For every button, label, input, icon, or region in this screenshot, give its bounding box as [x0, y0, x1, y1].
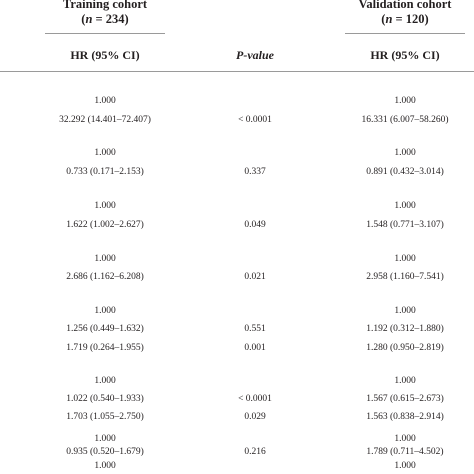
- table-cell-training: 1.000: [94, 434, 116, 444]
- table-cell-validation: 1.789 (0.711–4.502): [366, 447, 444, 457]
- table-cell-validation: 1.000: [394, 306, 416, 316]
- table-cell-training: 1.000: [94, 306, 116, 316]
- table-cell-validation: 1.280 (0.950–2.819): [366, 343, 444, 353]
- training-n-rest: = 234): [92, 12, 129, 26]
- table-cell-training: 2.686 (1.162–6.208): [66, 272, 144, 282]
- table-cell-validation: 1.000: [394, 148, 416, 158]
- training-cohort-title: Training cohort: [62, 0, 148, 11]
- table-cell-training: 1.000: [94, 376, 116, 386]
- table-cell-p-value: < 0.0001: [238, 394, 272, 404]
- table-cell-validation: 1.567 (0.615–2.673): [366, 394, 444, 404]
- table-cell-p-value: 0.337: [244, 167, 266, 177]
- validation-cohort-title: Validation cohort: [358, 0, 452, 11]
- header-bottom-rule: [0, 71, 474, 72]
- table-cell-validation: 1.000: [394, 201, 416, 211]
- table-cell-validation: 2.958 (1.160–7.541): [366, 272, 444, 282]
- table-cell-validation: 1.000: [394, 254, 416, 264]
- table-cell-training: 1.622 (1.002–2.627): [66, 220, 144, 230]
- table-cell-training: 1.719 (0.264–1.955): [66, 343, 144, 353]
- table-cell-training: 1.000: [94, 254, 116, 264]
- table-cell-training: 1.000: [94, 96, 116, 106]
- table-cell-p-value: < 0.0001: [238, 115, 272, 125]
- table-cell-training: 1.000: [94, 461, 116, 471]
- validation-n-rest: = 120): [392, 12, 429, 26]
- training-n-open: (: [81, 12, 86, 26]
- table-cell-p-value: 0.216: [244, 447, 266, 457]
- training-cohort-heading: [15, 0, 195, 27]
- table-cell-p-value: 0.029: [244, 412, 266, 422]
- training-n-var: n: [85, 12, 93, 26]
- validation-n-open: (: [381, 12, 386, 26]
- table-cell-training: 1.022 (0.540–1.933): [66, 394, 144, 404]
- training-cohort-rule: [45, 33, 165, 34]
- table-cell-validation: 1.000: [394, 376, 416, 386]
- validation-n-var: n: [385, 12, 393, 26]
- table-cell-training: 0.733 (0.171–2.153): [66, 167, 144, 177]
- table-cell-training: 1.000: [94, 148, 116, 158]
- table-cell-validation: 16.331 (6.007–58.260): [361, 115, 449, 125]
- validation-cohort-n: [315, 12, 474, 27]
- table-cell-p-value: 0.049: [244, 220, 266, 230]
- validation-cohort-rule: [345, 33, 465, 34]
- training-hr-column-header: HR (95% CI): [70, 48, 140, 62]
- training-cohort-n: [15, 12, 195, 27]
- table-cell-validation: 1.000: [394, 96, 416, 106]
- table-cell-p-value: 0.001: [244, 343, 266, 353]
- table-cell-validation: 1.192 (0.312–1.880): [366, 324, 444, 334]
- table-cell-training: 1.256 (0.449–1.632): [66, 324, 144, 334]
- table-cell-training: 32.292 (14.401–72.407): [59, 115, 151, 125]
- table-cell-training: 1.000: [94, 201, 116, 211]
- validation-hr-column-header: HR (95% CI): [370, 48, 440, 62]
- table-cell-validation: 1.563 (0.838–2.914): [366, 412, 444, 422]
- p-value-column-header: P-value: [236, 48, 274, 62]
- table-cell-validation: 1.548 (0.771–3.107): [366, 220, 444, 230]
- table-cell-p-value: 0.021: [244, 272, 266, 282]
- table-cell-training: 0.935 (0.520–1.679): [66, 447, 144, 457]
- table-cell-p-value: 0.551: [244, 324, 266, 334]
- validation-cohort-heading: [315, 0, 474, 27]
- table-cell-training: 1.703 (1.055–2.750): [66, 412, 144, 422]
- table-cell-validation: 1.000: [394, 434, 416, 444]
- table-cell-validation: 1.000: [394, 461, 416, 471]
- table-cell-validation: 0.891 (0.432–3.014): [366, 167, 444, 177]
